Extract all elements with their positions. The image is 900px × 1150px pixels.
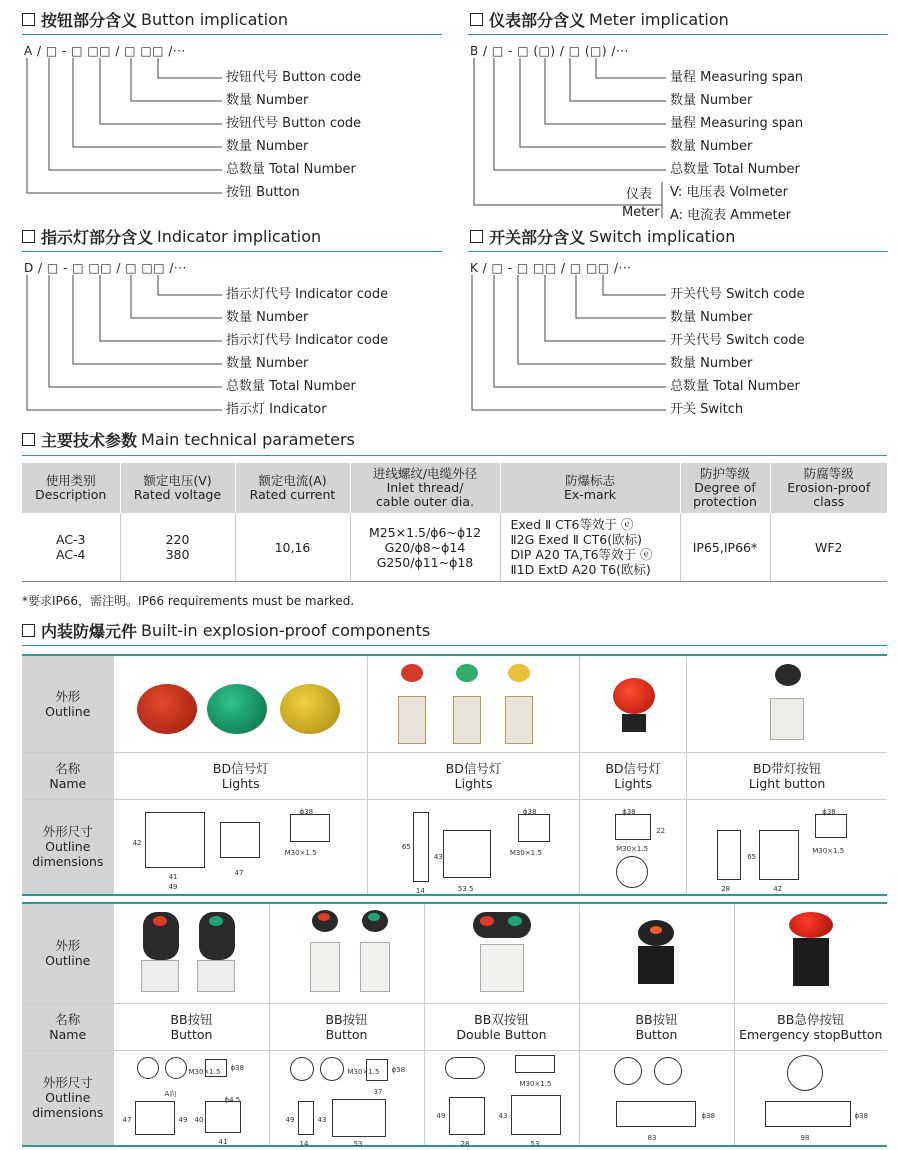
row-head-dims: 外形尺寸 Outline dimensions [22, 799, 114, 895]
button-label-4: 总数量 Total Number [226, 162, 356, 177]
name-bd-lights-2: BD信号灯 Lights [367, 752, 579, 799]
red-lamp-icon [137, 684, 197, 734]
button-label-2: 按钮代号 Button code [226, 116, 362, 131]
name-bd-lights-1: BD信号灯 Lights [114, 752, 367, 799]
header-exmark: 防爆标志 Ex-mark [500, 463, 680, 513]
dimension-drawing [717, 830, 741, 880]
name-bb-button-1: BB按钮 Button [114, 1003, 269, 1050]
dims-row [22, 799, 887, 895]
header-description: 使用类别 Description [22, 463, 120, 513]
dims-bb-double-button: M30×1.5 49 43 28 53 [424, 1050, 579, 1146]
dimension-drawing [759, 830, 799, 880]
components-section-title: 内装防爆元件 Built-in explosion-proof components [22, 619, 430, 642]
switch-leader-lines [0, 0, 900, 430]
green-dot-icon [508, 916, 522, 926]
params-table [22, 463, 887, 582]
name-bd-light-button: BD带灯按钮 Light button [687, 752, 887, 799]
dimension-drawing [290, 1057, 314, 1081]
switch-label-4: 总数量 Total Number [670, 379, 800, 394]
indicator-label-4: 总数量 Total Number [226, 379, 356, 394]
button-label-5: 按钮 Button [226, 185, 300, 200]
checkbox-square-icon [22, 433, 35, 446]
indicator-label-1: 数量 Number [226, 310, 309, 325]
meter-label-1: 数量 Number [670, 93, 753, 108]
outline-row [22, 903, 887, 1003]
meter-label-4: 总数量 Total Number [670, 162, 800, 177]
photo-bd-lights-3 [580, 655, 687, 752]
dimension-drawing [145, 812, 205, 868]
row-head-name: 名称 Name [22, 752, 114, 799]
ip66-note: *要求IP66，需注明。IP66 requirements must be marked. [22, 594, 355, 608]
dims-bd-lights-1: 42 41 49 47 ϕ38 M30×1.5 [114, 799, 367, 895]
dimension-drawing [443, 830, 491, 878]
red-dot-icon [153, 916, 167, 926]
indicator-label-3: 数量 Number [226, 356, 309, 371]
dimension-drawing [654, 1057, 682, 1085]
green-dot-icon [209, 916, 223, 926]
dimension-drawing [137, 1057, 159, 1079]
orange-dot-icon [650, 926, 662, 934]
green-lamp-icon [456, 664, 478, 682]
meter-section-title: 仪表部分含义 Meter implication [470, 8, 729, 31]
cell-current: 10,16 [235, 513, 350, 582]
name-bb-button-3: BB按钮 Button [579, 1003, 734, 1050]
meter-a-label: A: 电流表 Ammeter [670, 208, 791, 223]
photo-bb-button-2 [269, 903, 424, 1003]
dimension-drawing [135, 1101, 175, 1135]
header-voltage: 额定电压(V) Rated voltage [120, 463, 235, 513]
meter-label-3: 数量 Number [670, 139, 753, 154]
red-lamp-icon [401, 664, 423, 682]
dimension-drawing [445, 1057, 485, 1079]
indicator-code-line: D / □ - □ □□ / □ □□ /··· [24, 261, 187, 275]
meter-type-en: Meter [622, 205, 660, 220]
meter-type-cn: 仪表 [626, 187, 653, 202]
name-bb-double-button: BB双按钮 Double Button [424, 1003, 579, 1050]
row-head-outline: 外形 Outline [22, 903, 114, 1003]
photo-bb-button-3 [579, 903, 734, 1003]
dims-bd-lights-2: 65 43 53.5 14 ϕ38 M30×1.5 [367, 799, 579, 895]
cell-thread: M25×1.5/ϕ6~ϕ12 G20/ϕ8~ϕ14 G250/ϕ11~ϕ18 [350, 513, 500, 582]
switch-section-title: 开关部分含义 Switch implication [470, 225, 735, 248]
switch-label-1: 数量 Number [670, 310, 753, 325]
section-rule [22, 455, 887, 456]
button-head-icon [473, 912, 531, 938]
dims-bb-button-3: ϕ38 83 [579, 1050, 734, 1146]
emergency-stop-icon [789, 912, 833, 938]
photo-bd-lights-1 [114, 655, 367, 752]
dimension-drawing [320, 1057, 344, 1081]
meter-label-0: 量程 Measuring span [670, 70, 804, 85]
switch-label-2: 开关代号 Switch code [670, 333, 805, 348]
cell-exmark: Exed Ⅱ CT6等效于 ⓔ Ⅱ2G Exed Ⅱ CT6(欧标) DIP A20 TA,T6等效于 ⓔ Ⅱ1D ExtD A20 T6(欧标) [500, 513, 680, 582]
switch-label-5: 开关 Switch [670, 402, 744, 417]
row-head-name: 名称 Name [22, 1003, 114, 1050]
name-bb-button-2: BB按钮 Button [269, 1003, 424, 1050]
name-row [22, 1003, 887, 1050]
dimension-drawing [515, 1055, 555, 1073]
button-label-3: 数量 Number [226, 139, 309, 154]
button-label-1: 数量 Number [226, 93, 309, 108]
photo-bb-button-1 [114, 903, 269, 1003]
indicator-label-0: 指示灯代号 Indicator code [226, 287, 389, 302]
header-current: 额定电流(A) Rated current [235, 463, 350, 513]
indicator-section-title: 指示灯部分含义 Indicator implication [22, 225, 321, 248]
params-section-title: 主要技术参数 Main technical parameters [22, 428, 355, 451]
outline-row [22, 655, 887, 752]
button-head-icon [775, 664, 801, 686]
dimension-drawing [787, 1055, 823, 1091]
dims-bd-light-button: 28 42 65 ϕ38 M30×1.5 [687, 799, 887, 895]
name-bd-lights-3: BD信号灯 Lights [580, 752, 687, 799]
dimension-drawing [511, 1095, 561, 1135]
name-row [22, 752, 887, 799]
cell-voltage: 220 380 [120, 513, 235, 582]
dimension-drawing [616, 1101, 696, 1127]
photo-bb-emergency-button [734, 903, 887, 1003]
cell-description: AC-3 AC-4 [22, 513, 120, 582]
row-head-dims: 外形尺寸 Outline dimensions [22, 1050, 114, 1146]
cell-protection: IP65,IP66* [680, 513, 770, 582]
button-label-0: 按钮代号 Button code [226, 70, 362, 85]
button-code-line: A / □ - □ □□ / □ □□ /··· [24, 44, 186, 58]
red-dot-icon [318, 913, 330, 921]
photo-bb-double-button [424, 903, 579, 1003]
dims-bd-lights-3: ϕ38 M30×1.5 22 [580, 799, 687, 895]
red-lamp-icon [613, 678, 655, 714]
dimension-drawing [413, 812, 429, 882]
red-dot-icon [480, 916, 494, 926]
checkbox-square-icon [22, 624, 35, 637]
indicator-label-2: 指示灯代号 Indicator code [226, 333, 389, 348]
params-header-row [22, 463, 887, 513]
section-rule [22, 645, 887, 646]
switch-code-line: K / □ - □ □□ / □ □□ /··· [470, 261, 632, 275]
header-protection: 防护等级 Degree of protection [680, 463, 770, 513]
meter-label-2: 量程 Measuring span [670, 116, 804, 131]
photo-bd-lights-2 [367, 655, 579, 752]
dimension-drawing [165, 1057, 187, 1079]
components-table-1 [22, 654, 887, 896]
name-bb-emergency-button: BB急停按钮 Emergency stopButton [734, 1003, 887, 1050]
dimension-drawing [298, 1101, 314, 1135]
button-section-title: 按钮部分含义 Button implication [22, 8, 288, 31]
dims-bb-emergency-button: ϕ38 98 [734, 1050, 887, 1146]
yellow-lamp-icon [280, 684, 340, 734]
green-dot-icon [368, 913, 380, 921]
green-lamp-icon [207, 684, 267, 734]
photo-bd-light-button [687, 655, 887, 752]
cell-erosion: WF2 [770, 513, 887, 582]
yellow-lamp-icon [508, 664, 530, 682]
params-data-row [22, 513, 887, 582]
components-table-2 [22, 902, 887, 1147]
dimension-drawing [765, 1101, 851, 1127]
row-head-outline: 外形 Outline [22, 655, 114, 752]
header-thread: 进线螺纹/电缆外径 Inlet thread/ cable outer dia. [350, 463, 500, 513]
header-erosion: 防腐等级 Erosion-proof class [770, 463, 887, 513]
dims-row [22, 1050, 887, 1146]
switch-label-0: 开关代号 Switch code [670, 287, 805, 302]
meter-code-line: B / □ - □ (□) / □ (□) /··· [470, 44, 629, 58]
indicator-label-5: 指示灯 Indicator [226, 402, 327, 417]
dimension-drawing [220, 822, 260, 858]
dimension-drawing [449, 1097, 485, 1135]
switch-label-3: 数量 Number [670, 356, 753, 371]
dims-bb-button-1: M30×1.5 ϕ38 A向 ϕ4.5 47 49 40 41 [114, 1050, 269, 1146]
dimension-drawing [332, 1099, 386, 1137]
dimension-drawing [614, 1057, 642, 1085]
dimension-drawing [616, 856, 648, 888]
meter-v-label: V: 电压表 Volmeter [670, 185, 789, 200]
dims-bb-button-2: ϕ38 M30×1.5 37 49 43 14 53 [269, 1050, 424, 1146]
